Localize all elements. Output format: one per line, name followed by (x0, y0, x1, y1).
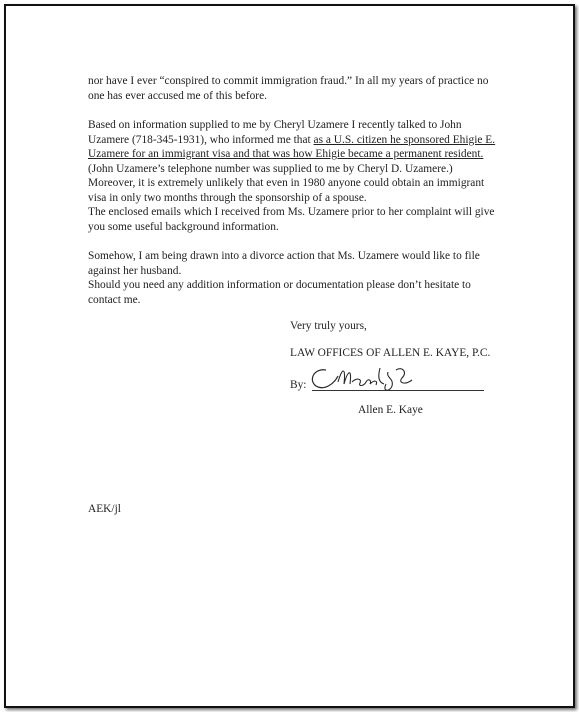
paragraph-5: Should you need any addition information or documentation please don’t hesitate to contact me. (88, 279, 471, 306)
signature-block (290, 366, 490, 396)
handwritten-signature (304, 362, 434, 394)
firm-name: LAW OFFICES OF ALLEN E. KAYE, P.C. (290, 347, 491, 359)
document-frame (4, 4, 575, 708)
paragraph-2-text-a: Based on information supplied to me by Cheryl Uzamere I recently talked to John Uzamere (718-345-1931), who informed me that (88, 119, 462, 146)
paragraph-3: The enclosed emails which I received from Ms. Uzamere prior to her complaint will give you some useful background information. (88, 206, 495, 233)
paragraph-4: Somehow, I am being drawn into a divorce action that Ms. Uzamere would like to file against her husband. (88, 250, 480, 277)
closing-salutation: Very truly yours, (290, 320, 367, 332)
paragraph-1: nor have I ever “conspired to commit immigration fraud.” In all my years of practice no one has ever accused me of this before. (88, 75, 489, 102)
by-label: By: (290, 379, 307, 391)
paragraph-2 (88, 118, 500, 206)
letter-page (6, 6, 573, 706)
reference-initials: AEK/jl (88, 503, 121, 516)
signer-name: Allen E. Kaye (358, 404, 423, 417)
paragraph-2-text-b: (John Uzamere’s telephone number was supplied to me by Cheryl D. Uzamere.) Moreover, it is extremely unlikely that even in 1980 anyone could obtain an immigrant visa in only two months through the sponsorship of a spouse. (88, 162, 485, 204)
paragraph-2-underlined: as a U.S. citizen he sponsored Ehigie E. Uzamere for an immigrant visa and that was how Ehigie became a permanent resident. (88, 133, 496, 161)
